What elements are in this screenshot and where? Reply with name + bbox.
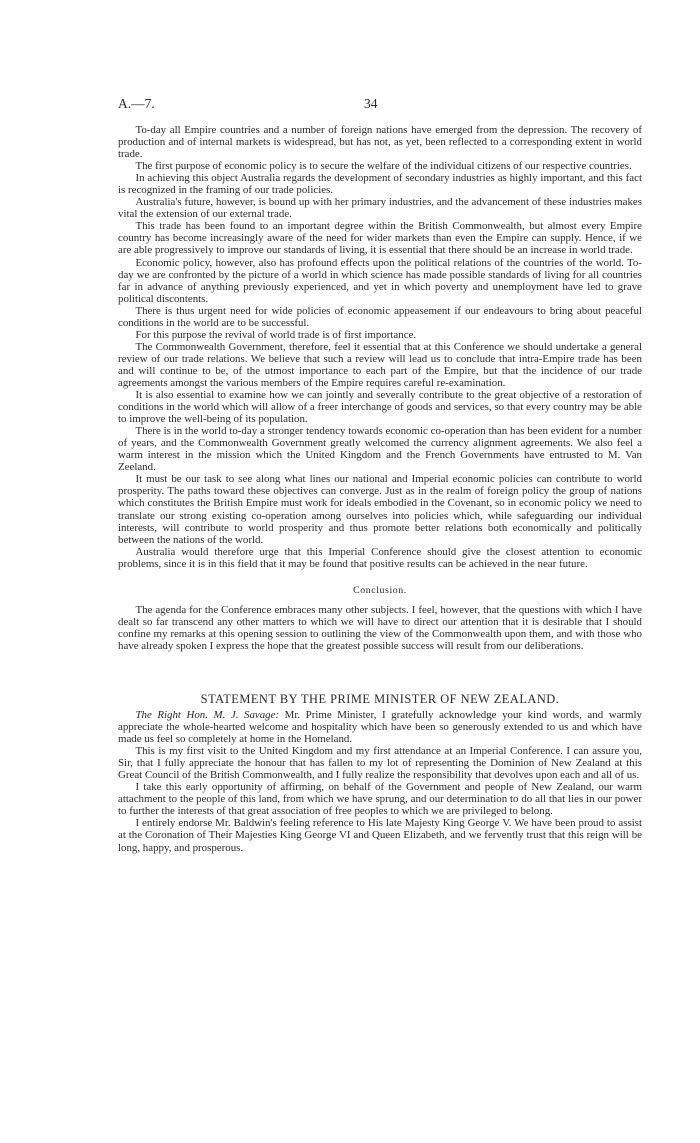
paragraph: I entirely endorse Mr. Baldwin's feeling reference to His late Majesty King George V. We have been proud to assist at the Coronation of Their Majesties King George VI and Queen Elizabeth, and we fervently trust that this reign will be long, happy, and prosperous. [118,817,642,854]
statement-opening-paragraph [118,709,642,745]
paragraph: In achieving this object Australia regards the development of secondary industries as highly important, and this fact is recognized in the framing of our trade policies. [118,172,642,197]
paragraph: The first purpose of economic policy is to secure the welfare of the individual citizens of our respective countries. [135,160,632,173]
paragraph: Australia's future, however, is bound up with her primary industries, and the advancement of these industries makes vital the extension of our external trade. [118,196,642,221]
paragraph: It is also essential to examine how we can jointly and severally contribute to the great objective of a restoration of conditions in the world which will allow of a freer interchange of goods and services, so that every country may be able to improve the well-being of its population. [118,389,642,426]
paragraph: There is thus urgent need for wide policies of economic appeasement if our endeavours to bring about peaceful conditions in the world are to be successful. [118,304,642,329]
page-body [118,124,642,854]
document-code: A.—7. [118,96,155,111]
paragraph: For this purpose the revival of world trade is of first importance. [135,328,417,341]
page-header [118,96,642,112]
conclusion-paragraph: The agenda for the Conference embraces many other subjects. I feel, however, that the questions with which I have dealt so far transcend any other matters to which we will have to direct our attention that it is desirable that I should confine my remarks at this opening session to outlining the view of the Commonwealth upon them, and with those who have already spoken I express the hope that the greatest possible success will result from our deliberations. [118,603,642,652]
australian-statement-section [118,124,642,570]
speaker-name: The Right Hon. M. J. Savage: [135,709,280,722]
paragraph: This is my first visit to the United Kingdom and my first attendance at an Imperial Conference. I can assure you, Sir, that I fully appreciate the honour that has fallen to my lot of representing the Dominion of New Zealand at this Great Council of the British Commonwealth, and I fully realize the responsibility that devolves upon each and all of us. [118,745,642,782]
paragraph: Australia would therefore urge that this Imperial Conference should give the closest attention to economic problems, since it is in this field that it may be found that positive results can be achieved in the near future. [118,545,642,570]
statement-opening-text: Mr. Prime Minister, I gratefully acknowledge your kind words, and warmly appreciate the whole-hearted welcome and hospitality which have been so generously extended to us and which have made us feel so completely at home in the Homeland. [118,709,642,746]
conclusion-heading: Conclusion. [353,584,407,596]
statement-heading: STATEMENT BY THE PRIME MINISTER OF NEW ZEALAND. [200,691,560,706]
paragraph: Economic policy, however, also has profound effects upon the political relations of the countries of the world. To-day we are confronted by the picture of a world in which science has made possible standards of living for all countries far in advance of anything previously experienced, and yet in which poverty and unemployment have led to grave political discontents. [118,256,642,305]
paragraph: It must be our task to see along what lines our national and Imperial economic policies can contribute to world prosperity. The paths toward these objectives can converge. Just as in the realm of foreign policy the group of nations which constitutes the British Empire must work for ideals embodied in the Covenant, so in economic policy we need to translate our strong existing co-operation among ourselves into policies which, while safeguarding our individual interests, will contribute to world prosperity and thus promote better relations both economically and politically between the nations of the world. [118,473,642,546]
paragraph: This trade has been found to an important degree within the British Commonwealth, but almost every Empire country has become increasingly aware of the need for wider markets than even the Empire can supply. Hence, if we are able progressively to improve our standards of living, it is essential that there should be an increase in world trade. [118,220,642,257]
paragraph: I take this early opportunity of affirming, on behalf of the Government and people of New Zealand, our warm attachment to the people of this land, from which we have sprung, and our determination to do all that lies in our power to further the interests of that great association of free peoples to which we are privileged to belong. [118,781,642,818]
paragraph: There is in the world to-day a stronger tendency towards economic co-operation than has been evident for a number of years, and the Commonwealth Government greatly welcomed the currency alignment agreements. We also feel a warm interest in the mission which the United Kingdom and the French Governments have entrusted to M. Van Zeeland. [118,425,642,474]
page-number: 34 [364,96,378,111]
paragraph: The Commonwealth Government, therefore, feel it essential that at this Conference we should undertake a general review of our trade relations. We believe that such a review will lead us to conclude that intra-Empire trade has been and will continue to be, of the utmost importance to each part of the Empire, but that the incidence of our trade agreements amongst the various members of the Empire requires careful re-examination. [118,340,642,389]
paragraph: To-day all Empire countries and a number of foreign nations have emerged from the depression. The recovery of production and of internal markets is widespread, but has not, as yet, been reflected to a corresponding extent in world trade. [118,124,642,161]
